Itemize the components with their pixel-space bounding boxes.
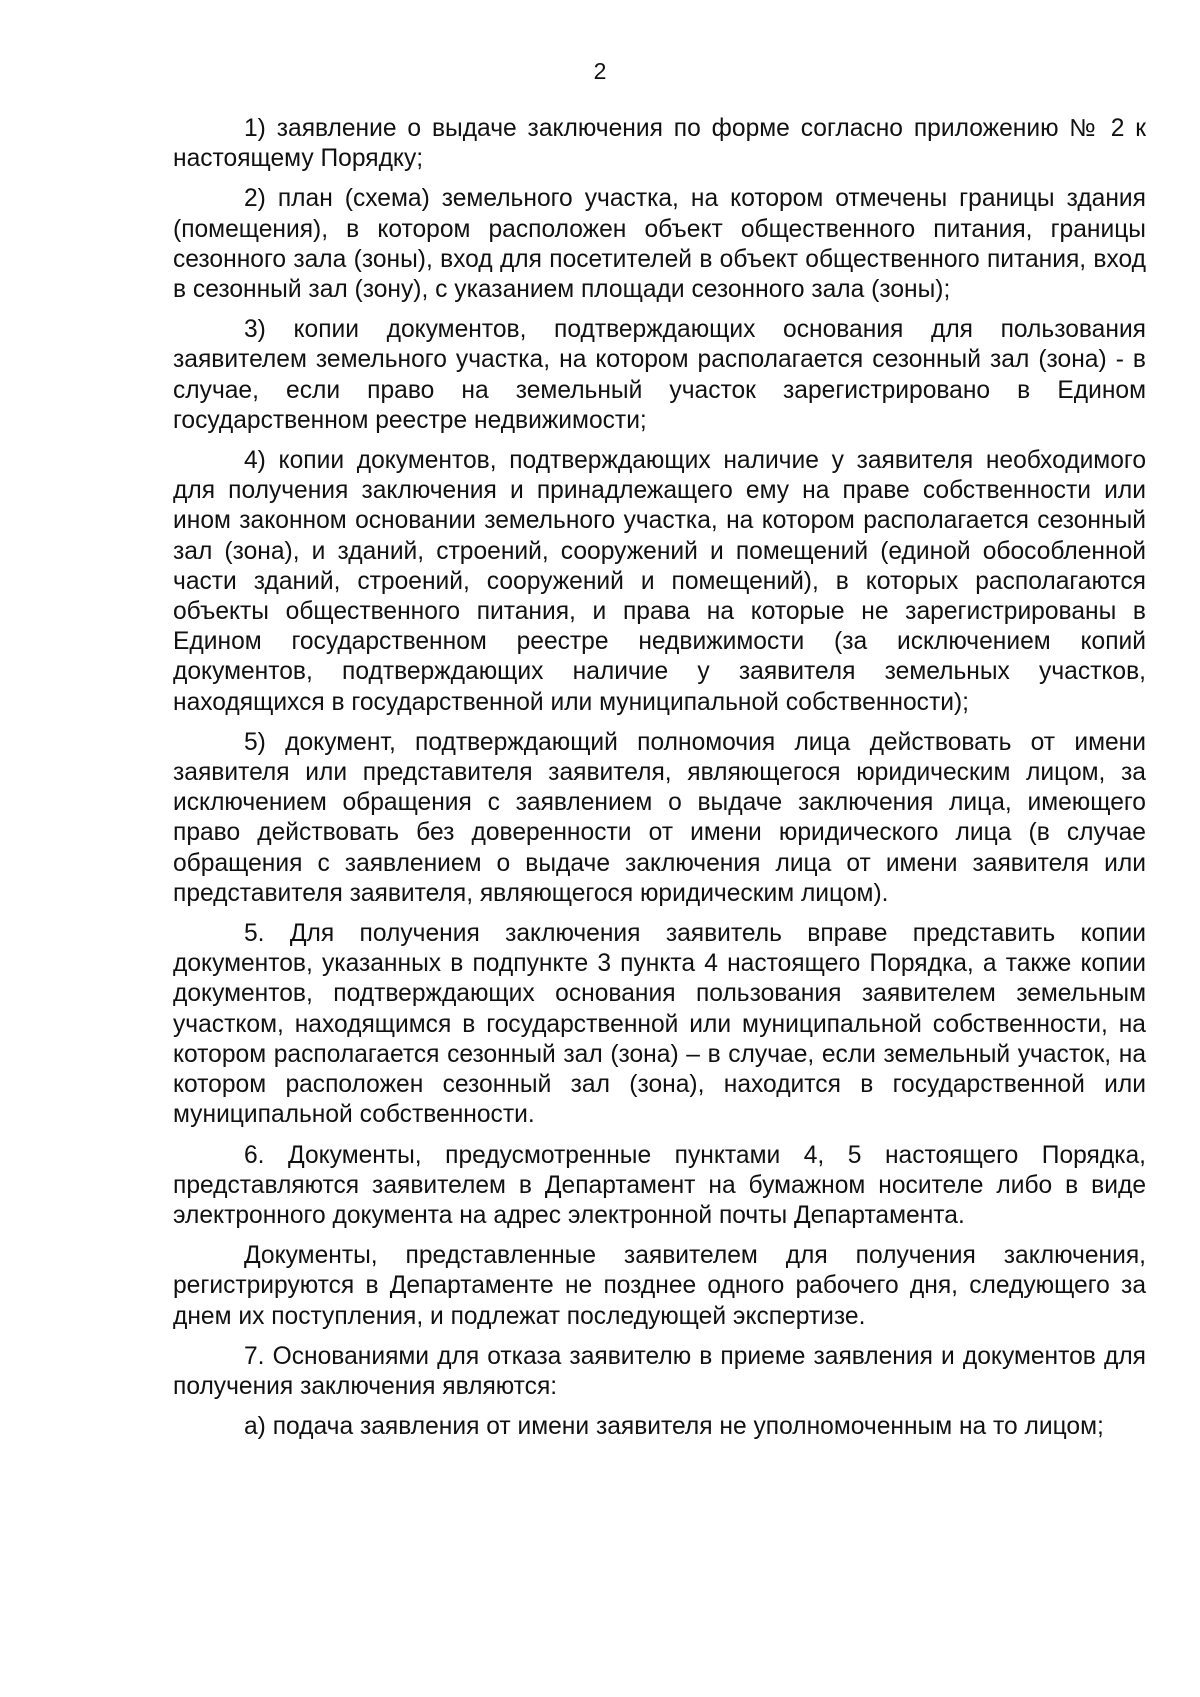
paragraph-point-6: 6. Документы, предусмотренные пунктами 4, 5 настоящего Порядка, представляются заявителем в Департамент на бумажном носителе либо в виде электронного документа на адрес электронной почты Департамента.: [173, 1141, 1146, 1229]
paragraph-item-2: 2) план (схема) земельного участка, на котором отмечены границы здания (помещения), в котором расположен объект общественного питания, границы сезонного зала (зоны), вход для посетителей в объект общественного питания, вход в сезонный зал (зону), с указанием площади сезонного зала (зоны);: [173, 185, 1146, 304]
paragraph-item-4: 4) копии документов, подтверждающих наличие у заявителя необходимого для получения заключения и принадлежащего ему на праве собственности или ином законном основании земельного участка, на котором располагается сезонный зал (зона), и зданий, строений, сооружений и помещений (единой обособленной части зданий, строений, сооружений и помещений), в которых располагаются объекты общественного питания, и права на которые не зарегистрированы в Едином государственном реестре недвижимости (за исключением копий документов, подтверждающих наличие у заявителя земельных участков, находящихся в государственной или муниципальной собственности);: [173, 447, 1146, 716]
paragraph-point-7: 7. Основаниями для отказа заявителю в приеме заявления и документов для получения заключения являются:: [173, 1342, 1146, 1400]
paragraph-item-3: 3) копии документов, подтверждающих основания для пользования заявителем земельного участка, на котором располагается сезонный зал (зона) - в случае, если право на земельный участок зарегистрировано в Едином государственном реестре недвижимости;: [173, 316, 1146, 434]
paragraph-point-5: 5. Для получения заключения заявитель вправе представить копии документов, указанных в подпункте 3 пункта 4 настоящего Порядка, а также копии документов, подтверждающих основания пользования заявителем земельным участком, находящимся в государственной или муниципальной собственности, на котором располагается сезонный зал (зона) – в случае, если земельный участок, на котором расположен сезонный зал (зона), находится в государственной или муниципальной собственности.: [173, 920, 1146, 1129]
paragraph-item-1: 1) заявление о выдаче заключения по форме согласно приложению № 2 к настоящему Порядку;: [173, 115, 1146, 173]
paragraph-registration: Документы, представленные заявителем для получения заключения, регистрируются в Департаменте не позднее одного рабочего дня, следующего за днем их поступления, и подлежат последующей экспертизе.: [173, 1242, 1146, 1330]
paragraph-item-5: 5) документ, подтверждающий полномочия лица действовать от имени заявителя или представителя заявителя, являющегося юридическим лицом, за исключением обращения с заявлением о выдаче заключения лица, имеющего право действовать без доверенности от имени юридического лица (в случае обращения с заявлением о выдаче заключения лица от имени заявителя или представителя заявителя, являющегося юридическим лицом).: [173, 728, 1146, 907]
paragraph-subitem-a: а) подача заявления от имени заявителя не уполномоченным на то лицом;: [244, 1413, 1104, 1441]
page-number: 2: [593, 58, 607, 84]
document-body: [173, 114, 1146, 1452]
